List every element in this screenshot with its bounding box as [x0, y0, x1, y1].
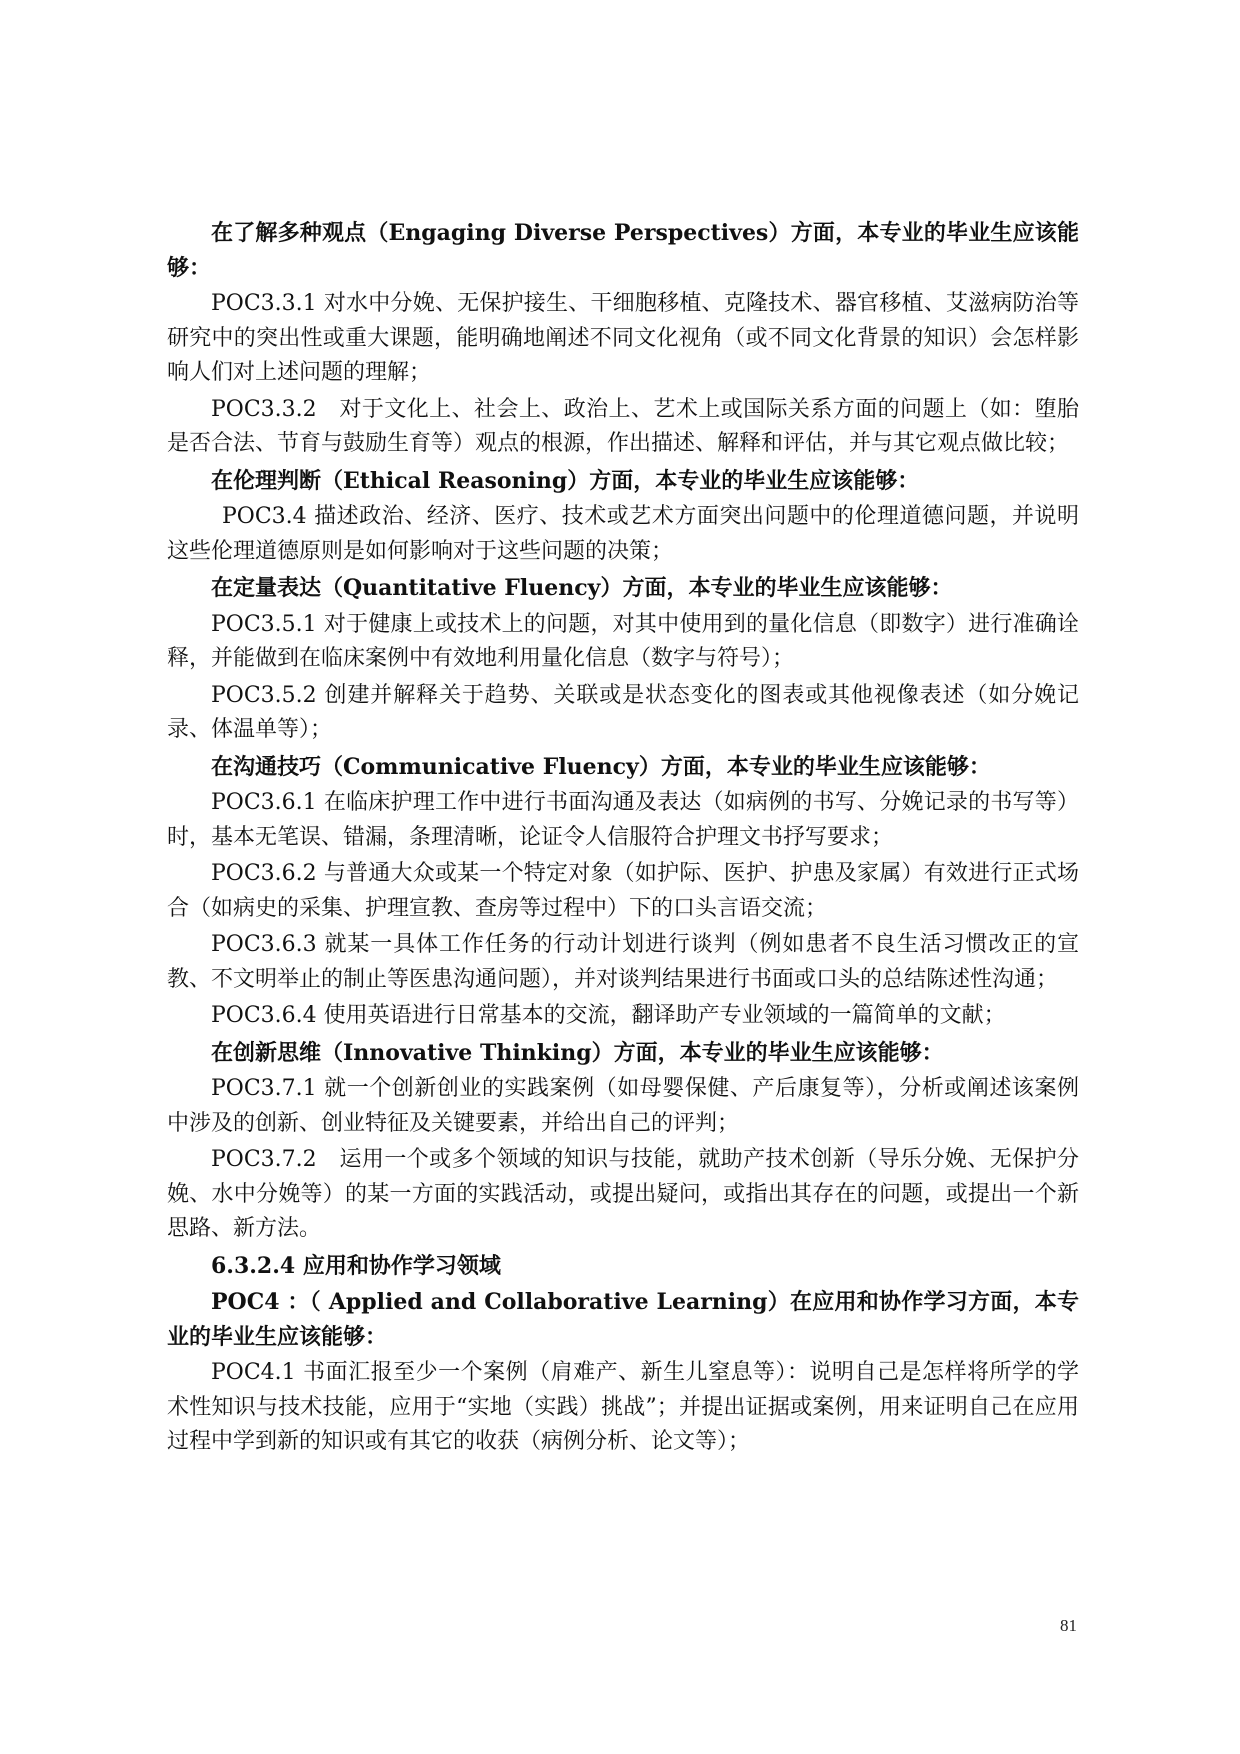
section-heading-poc4: POC4 ：（ Applied and Collaborative Learning）在应用和协作学习方面，本专业的毕业生应该能够：	[167, 1289, 1079, 1350]
paragraph-poc3-7-1: POC3.7.1 就一个创新创业的实践案例（如母婴保健、产后康复等），分析或阐述该案例中涉及的创新、创业特征及关键要素，并给出自己的评判；	[167, 1076, 1079, 1136]
section-heading-6-3-2-4: 6.3.2.4 应用和协作学习领域	[211, 1252, 501, 1279]
paragraph-poc3-5-2: POC3.5.2 创建并解释关于趋势、关联或是状态变化的图表或其他视像表述（如分娩记录、体温单等）；	[167, 682, 1079, 742]
paragraph-poc3-6-4: POC3.6.4 使用英语进行日常基本的交流，翻译助产专业领域的一篇简单的文献；	[211, 1003, 1006, 1028]
section-heading-quantitative-fluency: 在定量表达（Quantitative Fluency）方面，本专业的毕业生应该能够：	[211, 575, 953, 601]
paragraph-poc3-7-2: POC3.7.2 运用一个或多个领域的知识与技能，就助产技术创新（导乐分娩、无保护分娩、水中分娩等）的某一方面的实践活动，或提出疑问，或指出其存在的问题，或提出一个新思路、新方法。	[167, 1147, 1079, 1241]
paragraph-poc3-6-1: POC3.6.1 在临床护理工作中进行书面沟通及表达（如病例的书写、分娩记录的书写等）时，基本无笔误、错漏，条理清晰，论证令人信服符合护理文书抒写要求；	[167, 790, 1079, 850]
paragraph-poc3-6-3: POC3.6.3 就某一具体工作任务的行动计划进行谈判（例如患者不良生活习惯改正的宣教、不文明举止的制止等医患沟通问题），并对谈判结果进行书面或口头的总结陈述性沟通；	[167, 932, 1079, 992]
section-heading-diverse-perspectives: 在了解多种观点（Engaging Diverse Perspectives）方面，本专业的毕业生应该能够：	[167, 220, 1079, 281]
paragraph-poc3-5-1: POC3.5.1 对于健康上或技术上的问题，对其中使用到的量化信息（即数字）进行准确诠释，并能做到在临床案例中有效地利用量化信息（数字与符号）；	[167, 611, 1079, 671]
paragraph-poc3-3-2: POC3.3.2 对于文化上、社会上、政治上、艺术上或国际关系方面的问题上（如：堕胎是否合法、节育与鼓励生育等）观点的根源，作出描述、解释和评估，并与其它观点做比较；	[167, 396, 1079, 456]
paragraph-poc4-1: POC4.1 书面汇报至少一个案例（肩难产、新生儿窒息等）：说明自己是怎样将所学的学术性知识与技术技能，应用于“实地（实践）挑战”；并提出证据或案例，用来证明自己在应用过程中学到新的知识或有其它的收获（病例分析、论文等）；	[167, 1360, 1079, 1454]
paragraph-poc3-3-1: POC3.3.1 对水中分娩、无保护接生、干细胞移植、克隆技术、器官移植、艾滋病防治等研究中的突出性或重大课题，能明确地阐述不同文化视角（或不同文化背景的知识）会怎样影响人们对上述问题的理解；	[167, 291, 1079, 385]
paragraph-poc3-6-2: POC3.6.2 与普通大众或某一个特定对象（如护际、医护、护患及家属）有效进行正式场合（如病史的采集、护理宣教、查房等过程中）下的口头言语交流；	[167, 861, 1079, 921]
document-body	[167, 216, 1079, 1462]
page-number: 81	[1060, 1616, 1077, 1635]
section-heading-communicative-fluency: 在沟通技巧（Communicative Fluency）方面，本专业的毕业生应该能够：	[211, 753, 991, 780]
section-heading-ethical-reasoning: 在伦理判断（Ethical Reasoning）方面，本专业的毕业生应该能够：	[211, 467, 920, 494]
paragraph-poc3-4: POC3.4 描述政治、经济、医疗、技术或艺术方面突出问题中的伦理道德问题，并说明这些伦理道德原则是如何影响对于这些问题的决策；	[167, 504, 1079, 564]
section-heading-innovative-thinking: 在创新思维（Innovative Thinking）方面，本专业的毕业生应该能够：	[211, 1039, 944, 1066]
